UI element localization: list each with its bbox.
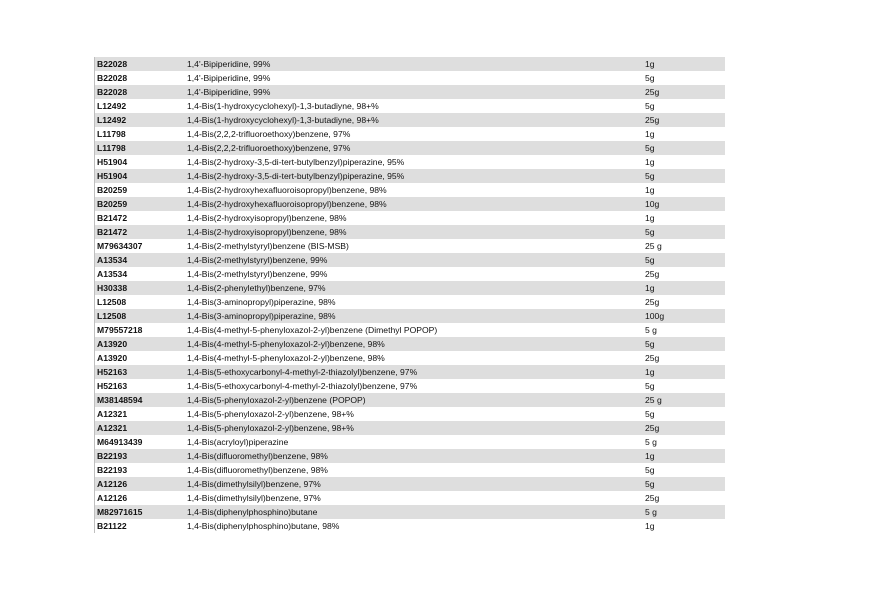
table-row (95, 225, 725, 239)
table-row (95, 379, 725, 393)
table-row (95, 155, 725, 169)
pack-size-cell: 5g (645, 255, 655, 265)
catalog-number-cell: B22028 (97, 73, 128, 83)
catalog-number-cell: M79634307 (97, 241, 143, 251)
table-row (95, 519, 725, 533)
catalog-number-cell: B22193 (97, 465, 128, 475)
pack-size-cell: 10g (645, 199, 660, 209)
catalog-number-cell: H52163 (97, 381, 128, 391)
table-row (95, 477, 725, 491)
catalog-number-cell: A13920 (97, 339, 128, 349)
pack-size-cell: 25g (645, 297, 660, 307)
product-name-cell: 1,4-Bis(4-methyl-5-phenyloxazol-2-yl)benzene, 98% (187, 339, 385, 349)
table-row (95, 239, 725, 253)
pack-size-cell: 25 g (645, 241, 662, 251)
product-name-cell: 1,4-Bis(2,2,2-trifluoroethoxy)benzene, 97% (187, 143, 351, 153)
table-row (95, 463, 725, 477)
product-name-cell: 1,4'-Bipiperidine, 99% (187, 59, 271, 69)
product-name-cell: 1,4-Bis(2-hydroxy-3,5-di-tert-butylbenzyl)piperazine, 95% (187, 171, 405, 181)
table-row (95, 393, 725, 407)
catalog-number-cell: A12321 (97, 409, 128, 419)
table-row (95, 323, 725, 337)
product-name-cell: 1,4-Bis(2-hydroxy-3,5-di-tert-butylbenzyl)piperazine, 95% (187, 157, 405, 167)
table-row (95, 295, 725, 309)
table-row (95, 71, 725, 85)
pack-size-cell: 5g (645, 171, 655, 181)
product-name-cell: 1,4-Bis(2,2,2-trifluoroethoxy)benzene, 97% (187, 129, 351, 139)
pack-size-cell: 1g (645, 283, 655, 293)
pack-size-cell: 1g (645, 59, 655, 69)
catalog-number-cell: A13920 (97, 353, 128, 363)
table-row (95, 99, 725, 113)
pack-size-cell: 25g (645, 87, 660, 97)
product-name-cell: 1,4-Bis(2-hydroxyhexafluoroisopropyl)benzene, 98% (187, 185, 387, 195)
catalog-number-cell: B22193 (97, 451, 128, 461)
table-row (95, 351, 725, 365)
pack-size-cell: 25g (645, 493, 660, 503)
pack-size-cell: 25 g (645, 395, 662, 405)
pack-size-cell: 1g (645, 451, 655, 461)
pack-size-cell: 5g (645, 339, 655, 349)
pack-size-cell: 1g (645, 213, 655, 223)
catalog-number-cell: B20259 (97, 199, 128, 209)
catalog-number-cell: L11798 (97, 129, 126, 139)
table-row (95, 365, 725, 379)
product-name-cell: 1,4-Bis(dimethylsilyl)benzene, 97% (187, 479, 321, 489)
pack-size-cell: 5g (645, 143, 655, 153)
catalog-number-cell: L12508 (97, 297, 127, 307)
product-name-cell: 1,4-Bis(diphenylphosphino)butane (187, 507, 318, 517)
product-table (94, 57, 725, 533)
table-row (95, 267, 725, 281)
pack-size-cell: 5 g (645, 325, 657, 335)
catalog-number-cell: A13534 (97, 255, 128, 265)
table-row (95, 421, 725, 435)
catalog-number-cell: M79557218 (97, 325, 143, 335)
catalog-number-cell: M82971615 (97, 507, 143, 517)
catalog-number-cell: A12126 (97, 493, 128, 503)
catalog-number-cell: B21472 (97, 227, 128, 237)
catalog-number-cell: A12126 (97, 479, 128, 489)
pack-size-cell: 5g (645, 101, 655, 111)
table-row (95, 449, 725, 463)
pack-size-cell: 5 g (645, 507, 657, 517)
pack-size-cell: 1g (645, 367, 655, 377)
catalog-number-cell: B22028 (97, 59, 128, 69)
product-name-cell: 1,4-Bis(2-methylstyryl)benzene, 99% (187, 255, 328, 265)
table-row (95, 337, 725, 351)
product-name-cell: 1,4-Bis(3-aminopropyl)piperazine, 98% (187, 311, 336, 321)
table-row (95, 407, 725, 421)
table-row (95, 435, 725, 449)
product-name-cell: 1,4-Bis(1-hydroxycyclohexyl)-1,3-butadiyne, 98+% (187, 115, 379, 125)
table-row (95, 309, 725, 323)
pack-size-cell: 100g (645, 311, 665, 321)
catalog-number-cell: H52163 (97, 367, 128, 377)
table-row (95, 491, 725, 505)
pack-size-cell: 5g (645, 409, 655, 419)
pack-size-cell: 5g (645, 479, 655, 489)
catalog-number-cell: L12492 (97, 101, 127, 111)
catalog-number-cell: B21472 (97, 213, 128, 223)
table-row (95, 113, 725, 127)
catalog-number-cell: B21122 (97, 521, 127, 531)
product-name-cell: 1,4-Bis(2-methylstyryl)benzene, 99% (187, 269, 328, 279)
table-row (95, 281, 725, 295)
product-name-cell: 1,4-Bis(4-methyl-5-phenyloxazol-2-yl)benzene (Dimethyl POPOP) (187, 325, 438, 335)
table-row (95, 169, 725, 183)
product-name-cell: 1,4-Bis(1-hydroxycyclohexyl)-1,3-butadiyne, 98+% (187, 101, 379, 111)
product-name-cell: 1,4-Bis(5-phenyloxazol-2-yl)benzene, 98+% (187, 409, 354, 419)
table-row (95, 197, 725, 211)
pack-size-cell: 1g (645, 185, 655, 195)
catalog-number-cell: A12321 (97, 423, 128, 433)
product-name-cell: 1,4-Bis(3-aminopropyl)piperazine, 98% (187, 297, 336, 307)
product-name-cell: 1,4-Bis(dimethylsilyl)benzene, 97% (187, 493, 321, 503)
pack-size-cell: 25g (645, 353, 660, 363)
pack-size-cell: 25g (645, 423, 660, 433)
table-row (95, 211, 725, 225)
pack-size-cell: 5 g (645, 437, 657, 447)
catalog-number-cell: A13534 (97, 269, 128, 279)
catalog-number-cell: H51904 (97, 171, 128, 181)
pack-size-cell: 1g (645, 157, 655, 167)
catalog-number-cell: H51904 (97, 157, 128, 167)
product-name-cell: 1,4'-Bipiperidine, 99% (187, 73, 271, 83)
product-name-cell: 1,4-Bis(2-methylstyryl)benzene (BIS-MSB) (187, 241, 349, 251)
table-row (95, 85, 725, 99)
catalog-number-cell: H30338 (97, 283, 128, 293)
table-row (95, 127, 725, 141)
pack-size-cell: 1g (645, 521, 655, 531)
pack-size-cell: 1g (645, 129, 655, 139)
product-name-cell: 1,4-Bis(2-phenylethyl)benzene, 97% (187, 283, 326, 293)
pack-size-cell: 5g (645, 227, 655, 237)
table-row (95, 183, 725, 197)
catalog-number-cell: L12492 (97, 115, 127, 125)
pack-size-cell: 5g (645, 73, 655, 83)
pack-size-cell: 25g (645, 115, 660, 125)
product-name-cell: 1,4-Bis(5-phenyloxazol-2-yl)benzene (POPOP) (187, 395, 366, 405)
product-name-cell: 1,4-Bis(difluoromethyl)benzene, 98% (187, 451, 328, 461)
pack-size-cell: 5g (645, 381, 655, 391)
product-name-cell: 1,4-Bis(difluoromethyl)benzene, 98% (187, 465, 328, 475)
pack-size-cell: 25g (645, 269, 660, 279)
pack-size-cell: 5g (645, 465, 655, 475)
product-name-cell: 1,4-Bis(2-hydroxyisopropyl)benzene, 98% (187, 213, 347, 223)
product-name-cell: 1,4'-Bipiperidine, 99% (187, 87, 271, 97)
product-name-cell: 1,4-Bis(5-ethoxycarbonyl-4-methyl-2-thiazolyl)benzene, 97% (187, 381, 418, 391)
table-row (95, 141, 725, 155)
table-row (95, 505, 725, 519)
product-name-cell: 1,4-Bis(2-hydroxyisopropyl)benzene, 98% (187, 227, 347, 237)
catalog-number-cell: M64913439 (97, 437, 143, 447)
catalog-number-cell: M38148594 (97, 395, 143, 405)
catalog-number-cell: B22028 (97, 87, 128, 97)
product-name-cell: 1,4-Bis(5-phenyloxazol-2-yl)benzene, 98+% (187, 423, 354, 433)
product-name-cell: 1,4-Bis(4-methyl-5-phenyloxazol-2-yl)benzene, 98% (187, 353, 385, 363)
catalog-number-cell: L12508 (97, 311, 127, 321)
catalog-number-cell: L11798 (97, 143, 126, 153)
table-row (95, 57, 725, 71)
table-row (95, 253, 725, 267)
product-name-cell: 1,4-Bis(5-ethoxycarbonyl-4-methyl-2-thiazolyl)benzene, 97% (187, 367, 418, 377)
catalog-number-cell: B20259 (97, 185, 128, 195)
product-name-cell: 1,4-Bis(2-hydroxyhexafluoroisopropyl)benzene, 98% (187, 199, 387, 209)
product-name-cell: 1,4-Bis(diphenylphosphino)butane, 98% (187, 521, 340, 531)
product-name-cell: 1,4-Bis(acryloyl)piperazine (187, 437, 289, 447)
